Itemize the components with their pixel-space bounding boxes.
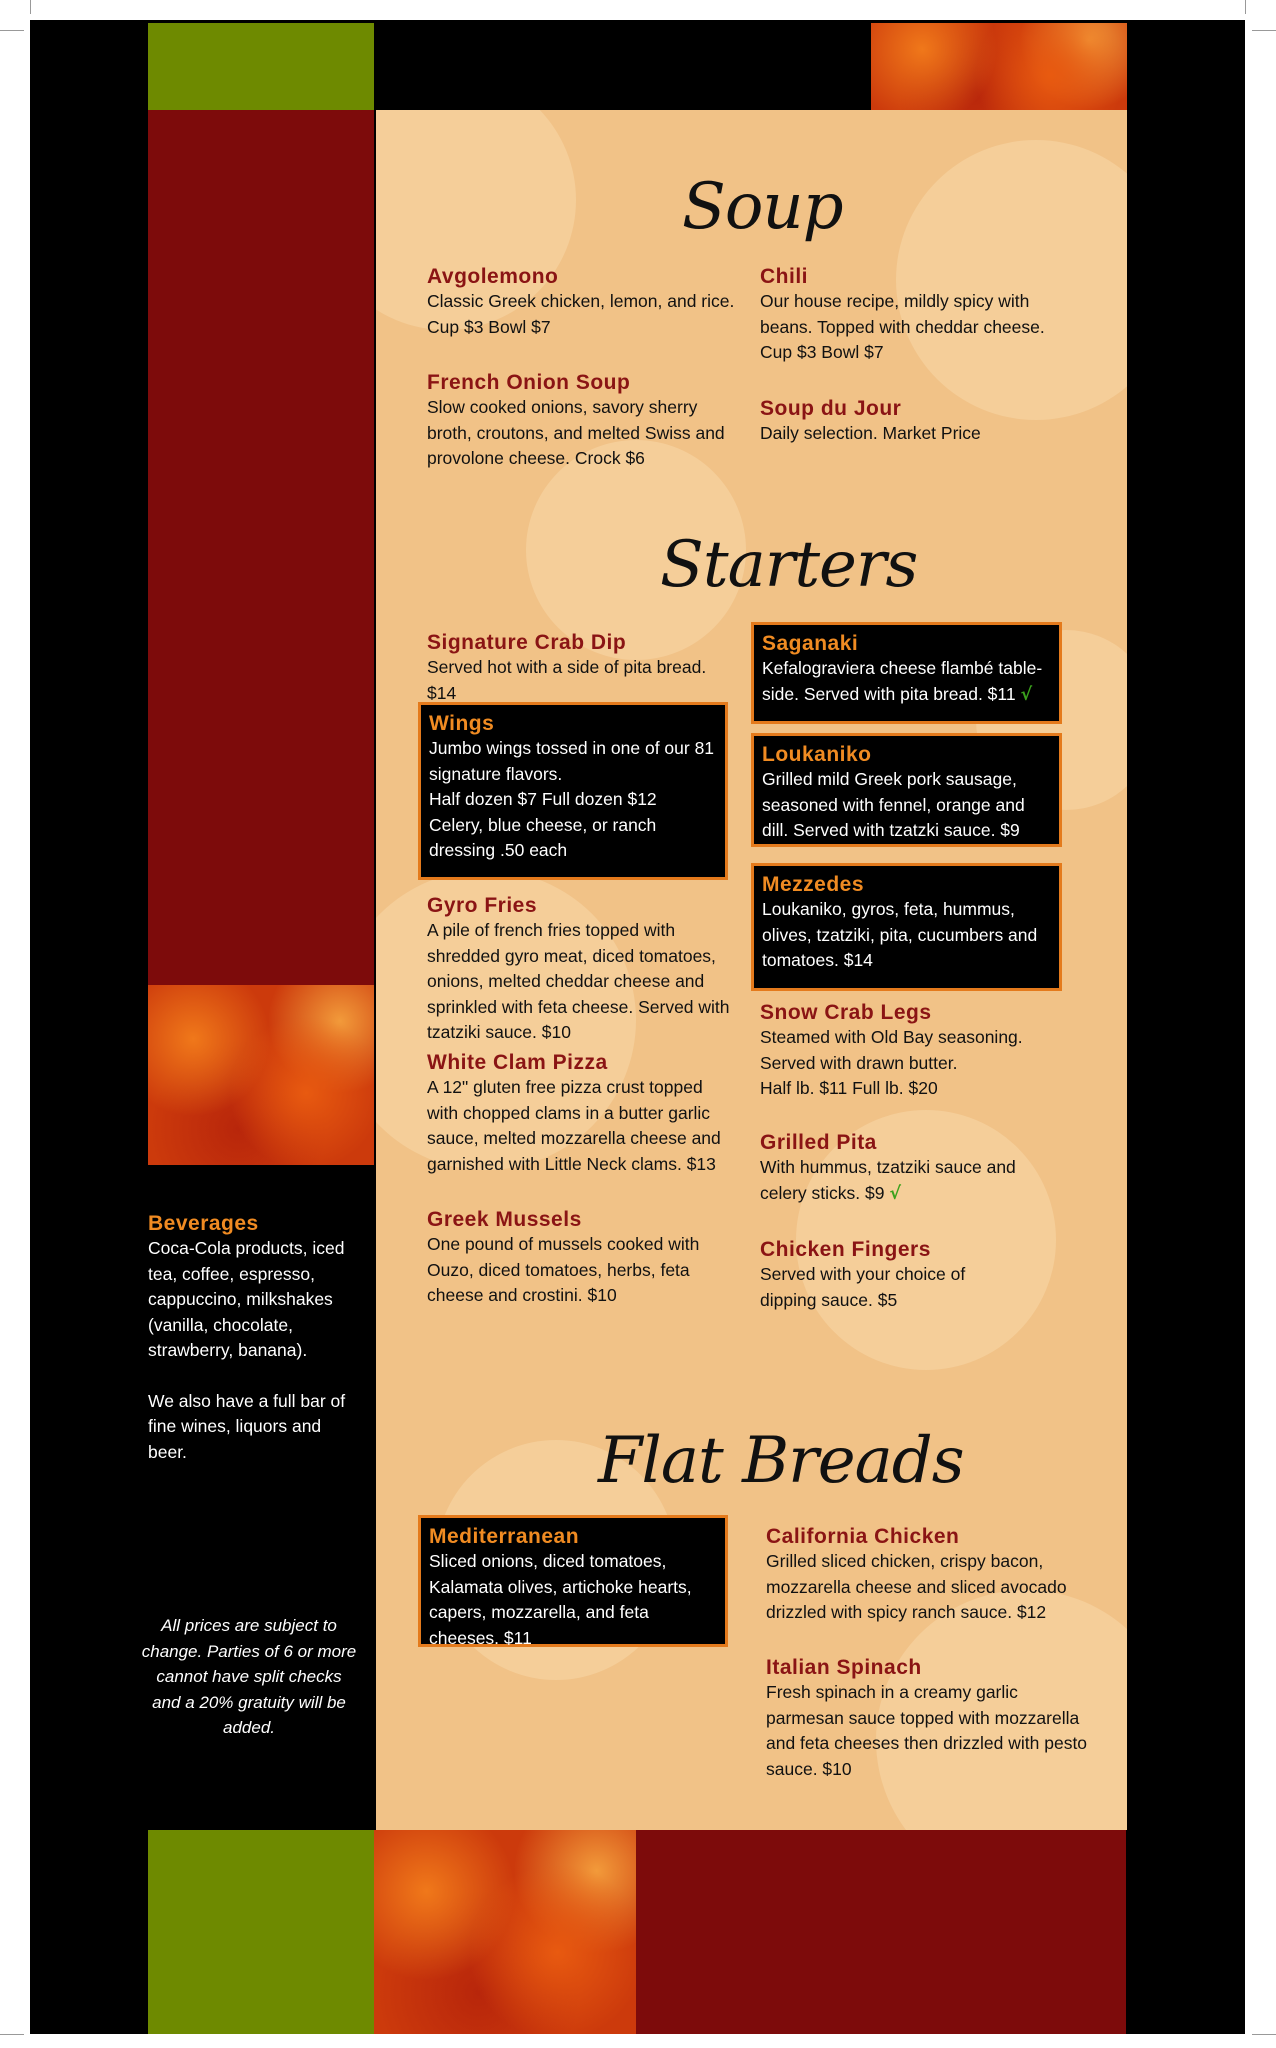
item-desc: Grilled sliced chicken, crispy bacon, mozzarella cheese and sliced avocado drizzled with spicy ranch sauce. $12 [766,1551,1067,1622]
beverages-bar: We also have a full bar of fine wines, liquors and beer. [148,1390,346,1462]
item-name: French Onion Soup [427,371,631,394]
menu-item-featured [751,733,1062,847]
menu-item-featured [751,622,1062,724]
bottom-maroon-block [636,1830,1126,2034]
item-desc: Slow cooked onions, savory sherry broth, croutons, and melted Swiss and provolone cheese. Crock $6 [427,397,725,468]
menu-item-featured [418,702,728,880]
crop-mark [0,30,24,31]
item-name: Chili [760,265,808,288]
item-extra: Celery, blue cheese, or ranch dressing .50 each [429,814,657,860]
beverages-block [148,1212,358,1465]
menu-item [760,1130,1050,1207]
crop-mark [1252,2034,1276,2035]
item-name: Saganaki [762,632,859,655]
vegetarian-icon: √ [1020,684,1033,705]
item-name: Snow Crab Legs [760,1001,932,1024]
item-name: Avgolemono [427,265,559,288]
menu-item [766,1655,1096,1782]
menu-item [760,264,1080,366]
beverages-text: Coca-Cola products, iced tea, coffee, espresso, cappuccino, milkshakes (vanilla, chocolate, strawberry, banana). [148,1238,345,1360]
item-name: Grilled Pita [760,1131,877,1154]
item-price: Half dozen $7 Full dozen $12 [429,789,657,809]
crop-mark [1252,30,1276,31]
menu-item [766,1524,1086,1626]
item-desc: Fresh spinach in a creamy garlic parmesan sauce topped with mozzarella and feta cheeses then drizzled with pesto sauce. $10 [766,1682,1088,1779]
crop-mark [30,0,31,14]
menu-item [427,1050,737,1177]
section-title-soup: Soup [682,170,843,244]
menu-item-featured [418,1515,728,1647]
item-price: Cup $3 Bowl $7 [760,342,884,362]
item-desc: Our house recipe, mildly spicy with beans. Topped with cheddar cheese. [760,291,1045,337]
item-name: White Clam Pizza [427,1051,608,1074]
menu-item [427,370,737,472]
menu-item [760,396,1080,447]
item-desc-wrap [760,1155,1050,1207]
item-desc: With hummus, tzatziki sauce and celery sticks. $9 [760,1157,1016,1203]
item-desc: Served hot with a side of pita bread. $14 [427,657,707,703]
pricing-note: All prices are subject to change. Parties of 6 or more cannot have split checks and a 20% gratuity will be added. [141,1616,357,1737]
vegetarian-icon: √ [889,1183,902,1204]
menu-item [427,1207,737,1309]
item-name: Soup du Jour [760,397,902,420]
item-desc: Daily selection. Market Price [760,423,981,443]
item-desc: Grilled mild Greek pork sausage, seasoned with fennel, orange and dill. Served with tzatzki sauce. $9 [762,769,1025,840]
top-fire-block [871,23,1127,110]
item-name: Italian Spinach [766,1656,922,1679]
section-title-flatbreads: Flat Breads [598,1424,964,1498]
menu-item [427,893,737,1046]
item-name: Greek Mussels [427,1208,582,1231]
menu-item [760,1237,1020,1313]
bottom-fire-block [374,1830,636,2034]
top-green-block [148,23,374,110]
bottom-green-block [148,1830,374,2034]
item-name: Mediterranean [429,1525,580,1548]
crop-mark [0,2034,24,2035]
item-name: Loukaniko [762,743,872,766]
menu-item [427,630,737,706]
item-price: Cup $3 Bowl $7 [427,316,551,337]
item-name: Chicken Fingers [760,1238,931,1261]
left-fire-block [148,985,374,1165]
item-desc: Steamed with Old Bay seasoning. Served with drawn butter. [760,1027,1023,1073]
menu-item [760,1000,1070,1102]
item-name: Mezzedes [762,873,865,896]
item-desc: A 12" gluten free pizza crust topped with chopped clams in a butter garlic sauce, melted mozzarella cheese and garnished with Little Neck clams. $13 [427,1077,721,1174]
item-desc: One pound of mussels cooked with Ouzo, diced tomatoes, herbs, feta cheese and crostini. $10 [427,1234,700,1305]
item-desc: Sliced onions, diced tomatoes, Kalamata olives, artichoke hearts, capers, mozzarella, and feta cheeses. $11 [429,1551,692,1648]
crop-mark [1245,0,1246,14]
left-maroon-column [148,110,374,985]
item-desc: Classic Greek chicken, lemon, and rice. [427,291,735,311]
menu-item [427,264,737,340]
beverages-title: Beverages [148,1212,259,1235]
item-desc: A pile of french fries topped with shredded gyro meat, diced tomatoes, onions, melted cheddar cheese and sprinkled with feta cheese. Served with tzatziki sauce. $10 [427,920,730,1042]
item-price: Half lb. $11 Full lb. $20 [760,1078,938,1098]
item-desc: Served with your choice of dipping sauce. $5 [760,1264,966,1310]
item-name: Gyro Fries [427,894,538,917]
item-desc: Jumbo wings tossed in one of our 81 signature flavors. [429,738,715,784]
item-desc: Loukaniko, gyros, feta, hummus, olives, tzatziki, pita, cucumbers and tomatoes. $14 [762,899,1038,970]
menu-item-featured [751,863,1062,991]
item-desc-wrap [762,656,1051,708]
item-name: California Chicken [766,1525,960,1548]
item-desc: Kefalograviera cheese flambé table-side. Served with pita bread. $11 [762,658,1043,704]
section-title-starters: Starters [660,528,918,602]
item-name: Signature Crab Dip [427,631,627,654]
item-name: Wings [429,712,495,735]
